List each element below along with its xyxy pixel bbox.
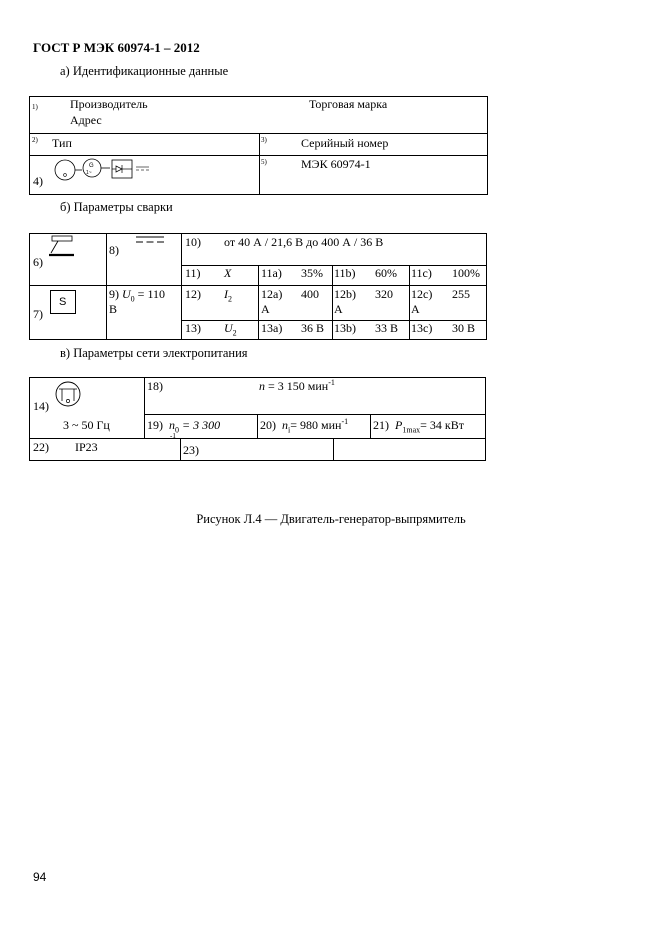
- s-symbol-icon: S: [59, 296, 67, 308]
- figure-caption: Рисунок Л.4 — Двигатель-генератор-выпрямитель: [196, 512, 466, 526]
- s-symbol-box: [50, 290, 76, 314]
- load-voltage-symbol: $U_2$: [224, 321, 237, 338]
- cell-number-13c: 13c): [411, 321, 433, 335]
- current-12a: 400: [301, 287, 319, 301]
- supply-frequency: 3 ~ 50 Гц: [63, 418, 110, 432]
- cell-number-5: 5): [261, 158, 267, 166]
- rated-speed: n = 3 150 мин$^{-1}$: [259, 378, 335, 393]
- cell-number-10: 10): [185, 235, 201, 249]
- cell-number-4: 4): [33, 174, 43, 188]
- motor-generator-rectifier-icon: [50, 158, 160, 182]
- current-voltage-range: от 40 А / 21,6 В до 400 А / 36 В: [224, 235, 384, 249]
- cell-number-12: 12): [185, 287, 201, 301]
- voltage-13c: 30 В: [452, 321, 476, 335]
- cell-number-12b: 12b): [334, 287, 356, 301]
- idle-speed-exponent: -1: [170, 432, 176, 440]
- trademark-label: Торговая марка: [309, 97, 388, 111]
- duty-cycle-11b: 60%: [375, 266, 397, 280]
- current-12b: 320: [375, 287, 393, 301]
- serial-number-label: Серийный номер: [301, 136, 389, 150]
- cell-number-13a: 13a): [261, 321, 283, 335]
- voltage-13a: 36 В: [301, 321, 325, 335]
- cell-number-11c: 11c): [411, 266, 432, 280]
- section-b-title: б) Параметры сварки: [60, 200, 173, 214]
- section-c-title: в) Параметры сети электропитания: [60, 346, 248, 360]
- current-12b-unit: A: [334, 302, 343, 316]
- motor-icon: [55, 380, 81, 408]
- idle-speed: 19) $n_0 = 3$ 300: [147, 418, 221, 435]
- type-label: Тип: [52, 136, 72, 150]
- cell-number-14: 14): [33, 399, 49, 413]
- duty-cycle-11a: 35%: [301, 266, 323, 280]
- cell-number-23: 23): [183, 443, 199, 457]
- cell-number-11a: 11a): [261, 266, 282, 280]
- cell-number-11: 11): [185, 266, 201, 280]
- cell-number-13: 13): [185, 321, 201, 335]
- cell-number-13b: 13b): [334, 321, 356, 335]
- cell-number-3: 3): [261, 136, 267, 144]
- cell-number-1: 1): [32, 103, 38, 111]
- manufacturer-label: Производитель: [70, 97, 148, 111]
- standard-label: МЭК 60974-1: [301, 157, 371, 171]
- cell-number-12c: 12c): [411, 287, 433, 301]
- welding-torch-icon: [46, 236, 78, 258]
- direct-current-icon: [136, 235, 166, 245]
- ip-rating: IP23: [75, 440, 98, 454]
- no-load-speed: 20) $n_i= 980$ мин$^{-1}$: [260, 417, 349, 435]
- cell-number-2: 2): [32, 136, 38, 144]
- open-circuit-voltage-unit: B: [109, 302, 118, 316]
- svg-text:G: G: [89, 163, 94, 169]
- cell-number-11b: 11b): [334, 266, 356, 280]
- current-12a-unit: A: [261, 302, 270, 316]
- current-12c: 255: [452, 287, 470, 301]
- address-label: Адрес: [70, 113, 102, 127]
- page-number: 94: [33, 870, 47, 884]
- current-12c-unit: A: [411, 302, 420, 316]
- cell-number-6: 6): [33, 255, 43, 269]
- cell-number-7: 7): [33, 307, 43, 321]
- document-header: ГОСТ Р МЭК 60974-1 – 2012: [33, 40, 200, 55]
- voltage-13b: 33 В: [375, 321, 399, 335]
- cell-number-12a: 12a): [261, 287, 283, 301]
- section-a-title: а) Идентификационные данные: [60, 64, 229, 78]
- duty-cycle-11c: 100%: [452, 266, 480, 280]
- current-symbol: $I_2$: [224, 287, 232, 304]
- cell-number-18: 18): [147, 379, 163, 393]
- svg-text:1~: 1~: [86, 170, 92, 176]
- cell-number-8: 8): [109, 243, 119, 257]
- max-power: 21) $P_{1max}= 34$ кВт: [373, 418, 464, 435]
- duty-cycle-symbol: X: [224, 266, 232, 280]
- open-circuit-voltage: 9) $U_0 = 110$: [109, 287, 165, 304]
- cell-number-22: 22): [33, 440, 49, 454]
